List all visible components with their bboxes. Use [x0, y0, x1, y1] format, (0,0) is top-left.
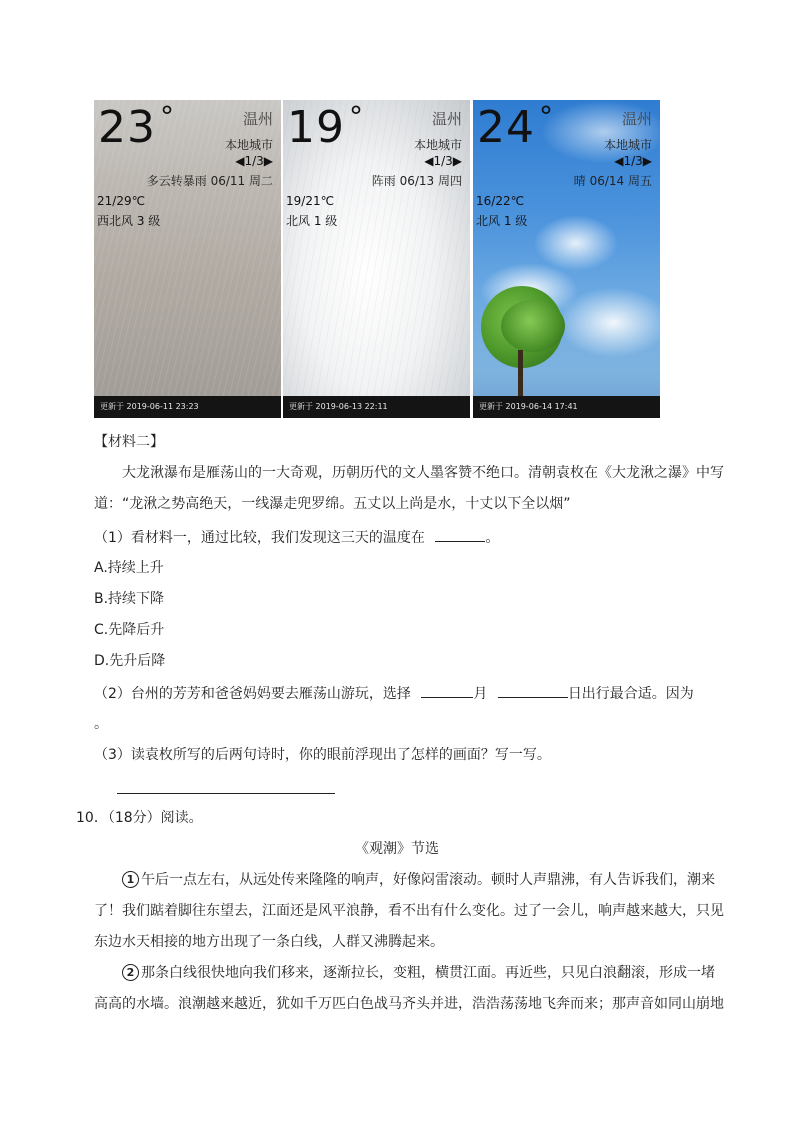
question-2: （2）台州的芳芳和爸爸妈妈要去雁荡山游玩，选择 月 日出行最合适。因为	[94, 683, 694, 704]
update-time: 更新于 2019-06-11 23:23	[94, 396, 281, 418]
material2-paragraph-line2: 道：“龙湫之势高绝天，一线瀑走兜罗绵。五丈以上尚是水，十丈以下全以烟”	[94, 496, 571, 512]
weather-condition: 晴 06/14 周五	[573, 174, 652, 188]
question-10-header: 10．（18分）阅读。	[76, 810, 203, 826]
weather-panel-3	[473, 100, 660, 418]
passage-para2-line2: 高高的水墙。浪潮越来越近，犹如千万匹白色战马齐头并进，浩浩荡荡地飞奔而来；那声音如同山崩地	[94, 996, 724, 1012]
temperature: 24 °	[477, 100, 554, 153]
local-city-label: 本地城市	[224, 138, 273, 152]
city-name: 温州	[242, 110, 273, 128]
weather-screenshots	[94, 100, 660, 418]
option-d[interactable]: D.先升后降	[94, 653, 166, 669]
question-1: （1）看材料一，通过比较，我们发现这三天的温度在 。	[94, 527, 499, 548]
temperature-range: 16/22℃	[476, 194, 525, 208]
passage-para1-line1: 1 午后一点左右，从远处传来隆隆的响声，好像闷雷滚动。顿时人声鼎沸，有人告诉我们，潮来	[122, 870, 715, 890]
local-city-label: 本地城市	[413, 138, 462, 152]
weather-panel-1	[94, 100, 281, 418]
weather-condition: 多云转暴雨 06/11 周二	[146, 174, 273, 188]
wind-info: 西北风 3 级	[97, 214, 161, 228]
tree-foliage	[501, 300, 565, 352]
weather-panel-2	[283, 100, 470, 418]
city-name: 温州	[621, 110, 652, 128]
update-time: 更新于 2019-06-14 17:41	[473, 396, 660, 418]
wind-info: 北风 1 级	[286, 214, 338, 228]
tree-trunk	[518, 350, 523, 396]
update-time: 更新于 2019-06-13 22:11	[283, 396, 470, 418]
local-city-label: 本地城市	[603, 138, 652, 152]
day-blank[interactable]	[498, 683, 568, 698]
month-blank[interactable]	[421, 683, 473, 698]
temperature-range: 21/29℃	[97, 194, 146, 208]
option-c[interactable]: C.先降后升	[94, 622, 165, 638]
material2-heading: 【材料二】	[94, 434, 164, 450]
option-b[interactable]: B.持续下降	[94, 591, 165, 607]
question-2-end: 。	[94, 716, 108, 732]
passage-para2-line1: 2 那条白线很快地向我们移来，逐渐拉长，变粗，横贯江面。再近些，只见白浪翻滚，形成一堵	[122, 963, 715, 983]
weather-condition: 阵雨 06/13 周四	[371, 174, 462, 188]
city-name: 温州	[431, 110, 462, 128]
temperature-range: 19/21℃	[286, 194, 335, 208]
answer-blank-1[interactable]	[435, 527, 485, 542]
material2-paragraph-line1: 大龙湫瀑布是雁荡山的一大奇观，历朝历代的文人墨客赞不绝口。清朝袁枚在《大龙湫之瀑》中写	[122, 465, 724, 481]
circled-number-1: 1	[122, 871, 139, 888]
page-indicator[interactable]: ◀1/3▶	[235, 154, 273, 168]
question-3: （3）读袁枚所写的后两句诗时，你的眼前浮现出了怎样的画面？写一写。	[94, 747, 551, 763]
passage-para1-line2: 了！我们踮着脚往东望去，江面还是风平浪静，看不出有什么变化。过了一会儿，响声越来越大，只见	[94, 903, 724, 919]
option-a[interactable]: A.持续上升	[94, 560, 164, 576]
passage-title: 《观潮》节选	[355, 841, 439, 857]
passage-para1-line3: 东边水天相接的地方出现了一条白线，人群又沸腾起来。	[94, 934, 444, 950]
temperature: 23 °	[98, 100, 175, 153]
page-indicator[interactable]: ◀1/3▶	[614, 154, 652, 168]
circled-number-2: 2	[122, 964, 139, 981]
page-indicator[interactable]: ◀1/3▶	[424, 154, 462, 168]
wind-info: 北风 1 级	[476, 214, 528, 228]
temperature: 19 °	[287, 100, 364, 153]
answer-line-3[interactable]	[117, 793, 335, 794]
